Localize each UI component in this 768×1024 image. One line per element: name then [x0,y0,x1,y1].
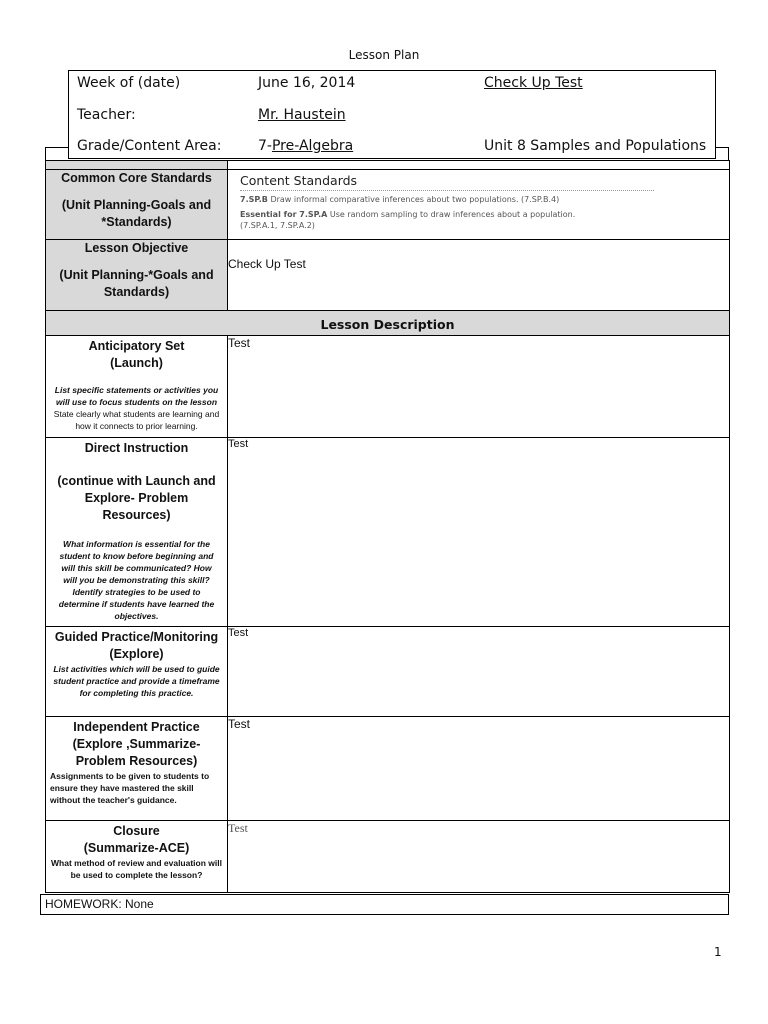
closure-note: What method of review and evaluation will be used to complete the lesson? [51,858,222,880]
teacher-value: Mr. Haustein [258,107,346,123]
anticipatory-note: List specific statements or activities you will use to focus students on the lesson [54,385,219,407]
teacher-label: Teacher: [77,107,136,123]
standard-7spa: Essential for 7.SP.A Use random sampling to draw inferences about a population. [240,210,576,219]
independent-practice-sub: (Explore ,Summarize- Problem Resources) [72,737,201,768]
anticipatory-value: Test [228,336,730,438]
anticipatory-title: Anticipatory Set [88,339,185,353]
objective-sublabel: (Unit Planning-*Goals and Standards) [59,268,214,299]
closure-title: Closure [113,824,160,838]
homework-line: HOMEWORK: None [40,894,729,915]
guided-practice-note: List activities which will be used to guide student practice and provide a timeframe for completing this practice. [53,664,220,698]
direct-instruction-label-cell [46,438,228,627]
standards-value-cell [228,170,730,240]
test-title: Check Up Test [484,75,583,91]
direct-instruction-note: What information is essential for the student to know before beginning and will this skill be communicated? How will you be demonstrating this skill? Identify strategies to be used to determine if students have learned the objectives. [58,539,215,621]
direct-instruction-sub: (continue with Launch and Explore- Problem Resources) [57,474,216,522]
objective-value: Check Up Test [228,240,730,311]
guided-practice-title: Guided Practice/Monitoring [54,630,219,644]
grade-label: Grade/Content Area: [77,138,222,154]
closure-value: Test [228,821,730,893]
standards-label-cell [46,170,228,240]
spacer-cell [46,161,228,170]
lesson-plan-table [45,160,730,893]
independent-practice-note: Assignments to be given to students to ensure they have mastered the skill without the teacher's guidance. [50,771,210,805]
closure-label-cell [46,821,228,893]
guided-practice-value: Test [228,627,730,717]
closure-sub: (Summarize-ACE) [83,841,190,855]
page-number: 1 [714,945,722,959]
independent-practice-value: Test [228,717,730,821]
objective-label-cell [46,240,228,311]
standards-label: Common Core Standards [61,171,212,185]
independent-practice-label-cell [46,717,228,821]
standards-sublabel: (Unit Planning-Goals and *Standards) [61,198,212,229]
standard-7spa-refs: (7.SP.A.1, 7.SP.A.2) [240,221,315,230]
week-value: June 16, 2014 [258,75,356,91]
content-standards-heading: Content Standards [240,173,358,188]
independent-practice-title: Independent Practice [73,720,200,734]
standard-7spb: 7.SP.B Draw informal comparative inferences about two populations. (7.SP.B.4) [240,195,560,204]
header-box [68,70,716,159]
objective-label: Lesson Objective [84,241,189,255]
week-label: Week of (date) [77,75,181,91]
lesson-description-header: Lesson Description [46,311,730,336]
anticipatory-sub: (Launch) [110,356,163,370]
anticipatory-note-2: State clearly what students are learning and how it connects to prior learning. [53,409,220,431]
document-title: Lesson Plan [348,48,420,62]
guided-practice-sub: (Explore) [109,647,164,661]
unit-name: Unit 8 Samples and Populations [484,138,707,154]
frame-stub-left-v [45,147,46,161]
anticipatory-label-cell [46,336,228,438]
grade-value: 7-Pre-Algebra [258,138,354,154]
direct-instruction-value: Test [228,438,730,627]
frame-stub-left [45,147,69,148]
frame-stub-right-v [728,147,729,161]
direct-instruction-title: Direct Instruction [84,441,189,455]
guided-practice-label-cell [46,627,228,717]
spacer-cell [228,161,730,170]
